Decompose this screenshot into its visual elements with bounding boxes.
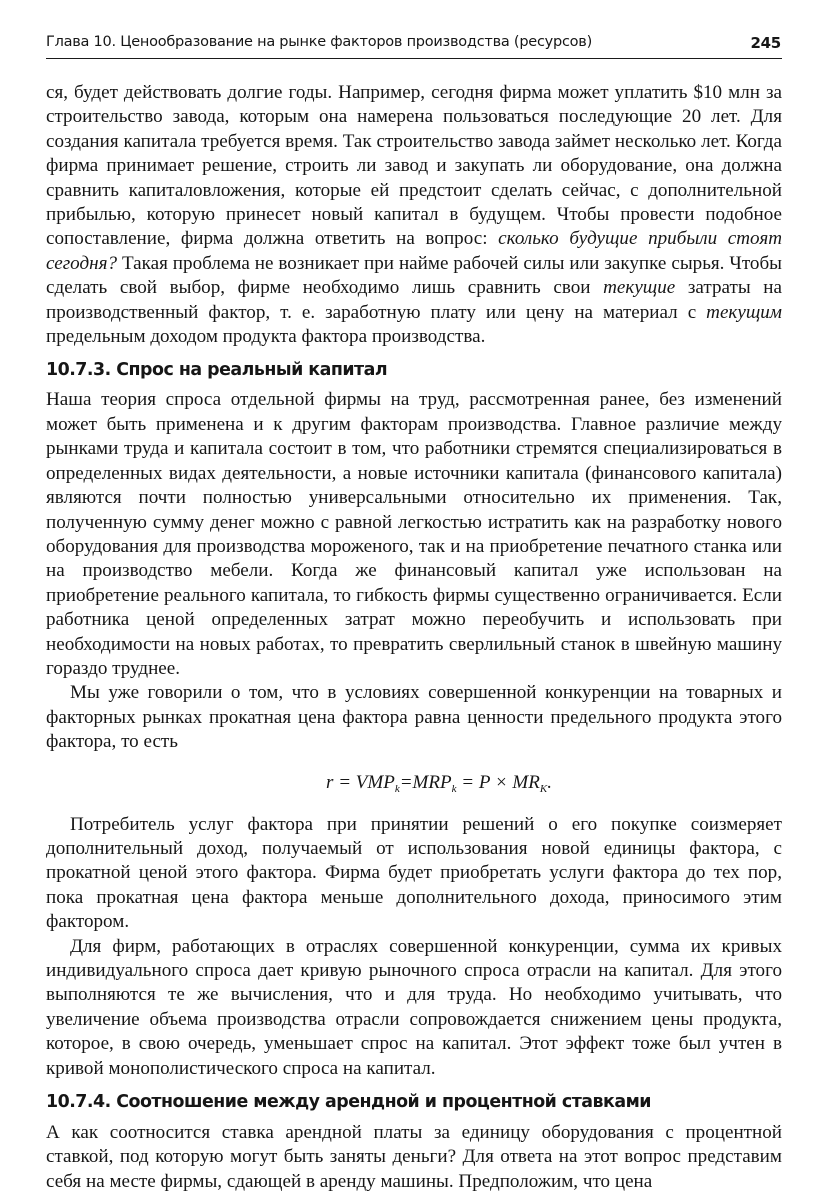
paragraph-1-text-b: Такая проблема не возникает при найме рабочей силы или закупке сырья. Чтобы сделать свой выбор, фирме необходимо лишь сравнить свои [46,252,782,299]
formula-eq1: = [333,771,356,793]
running-header [46,34,781,56]
paragraph-6: А как соотносится ставка арендной платы за единицу оборудования с процентной ставкой, под которую могут быть заняты деньги? Для ответа на этот вопрос представим себя на месте фирмы, сдающей в аренду машины. Предположим, что цена [46,1122,782,1192]
formula-vmp: VMP [355,771,395,793]
formula-mrp: MRP [412,771,452,793]
formula-eq2: = [399,771,413,793]
formula [46,769,782,803]
paragraph-3: Мы уже говорили о том, что в условиях совершенной конкуренции на товарных и факторных рынках прокатная цена фактора равна ценности предельного продукта этого фактора, то есть [46,682,782,753]
page-body [46,81,782,1194]
section-heading-real-capital-demand: 10.7.3. Спрос на реальный капитал [46,360,388,381]
paragraph-1-text-a: ся, будет действовать долгие годы. Например, сегодня фирма может уплатить $10 млн за строительство завода, которым она намерена пользоваться последующие 20 лет. Для создания капитала требуется время. Так строительство завода займет несколько лет. Когда фирма принимает решение, строить ли завод и закупать ли оборудование, она должна сравнить капиталовложения, которые ей предстоит сделать сейчас, с дополнительной прибылью, которую принесет новый капитал в будущем. Чтобы провести подобное сопоставление, фирма должна ответить на вопрос: [46,82,782,250]
formula-sub-k1: k [394,782,400,795]
formula-end: . [547,771,552,793]
formula-mr: MR [512,771,540,793]
paragraph-4: Потребитель услуг фактора при принятии решений о его покупке соизмеряет дополнительный доход, получаемый от использования новой единицы фактора, с прокатной ценой этого фактора. Фирма будет приобретать услуги фактора до тех пор, пока прокатная цена фактора меньше дополнительного дохода, приносимого этим фактором. [46,813,782,933]
paragraph-1-current: текущие [603,277,676,299]
paragraph-1 [46,81,782,349]
formula-r: r [326,771,334,793]
section-heading-rent-vs-interest: 10.7.4. Соотношение между арендной и процентной ставками [46,1092,651,1113]
chapter-title: Глава 10. Ценообразование на рынке факторов производства (ресурсов) [46,34,592,50]
paragraph-1-text-d: предельным доходом продукта фактора производства. [46,326,486,348]
page-number: 245 [750,34,781,52]
paragraph-1-current-2: текущим [706,301,782,323]
paragraph-1-text-c: затраты на производственный фактор, т. е. заработную плату или цену на материал с [46,277,782,323]
formula-p: P [478,771,491,793]
formula-eq3: = [456,771,479,793]
formula-times: × [490,771,513,793]
formula-sub-k3: K [539,782,548,795]
paragraph-1-question: сколько будущие прибыли стоят сегодня? [46,228,782,274]
formula-sub-k2: k [451,782,457,795]
paragraph-5: Для фирм, работающих в отраслях совершенной конкуренции, сумма их кривых индивидуального спроса дает кривую рыночного спроса отрасли на капитал. Для этого выполняются те же вычисления, что и для труда. Но необходимо учитывать, что увеличение объема производства отрасли сопровождается снижением цены продукта, которое, в свою очередь, уменьшает спрос на капитал. Этот эффект тоже был учтен в кривой монополистического спроса на капитал. [46,935,782,1079]
header-rule [46,58,782,59]
paragraph-2: Наша теория спроса отдельной фирмы на труд, рассмотренная ранее, без изменений может быть применена и к другим факторам производства. Главное различие между рынками труда и капитала состоит в том, что работники стремятся специализироваться в определенных видах деятельности, а новые источники капитала (финансового капитала) являются почти полностью универсальными относительно их применения. Так, полученную сумму денег можно с равной легкостью истратить как на разработку нового оборудования для производства мороженого, так и на приобретение печатного станка или на производство мебели. Когда же финансовый капитал уже использован на приобретение реального капитала, то гибкость фирмы существенно ограничивается. Если работника ценой определенных затрат можно переобучить и использовать при необходимости на новых работах, то превратить сверлильный станок в швейную машину гораздо труднее. [46,389,782,679]
